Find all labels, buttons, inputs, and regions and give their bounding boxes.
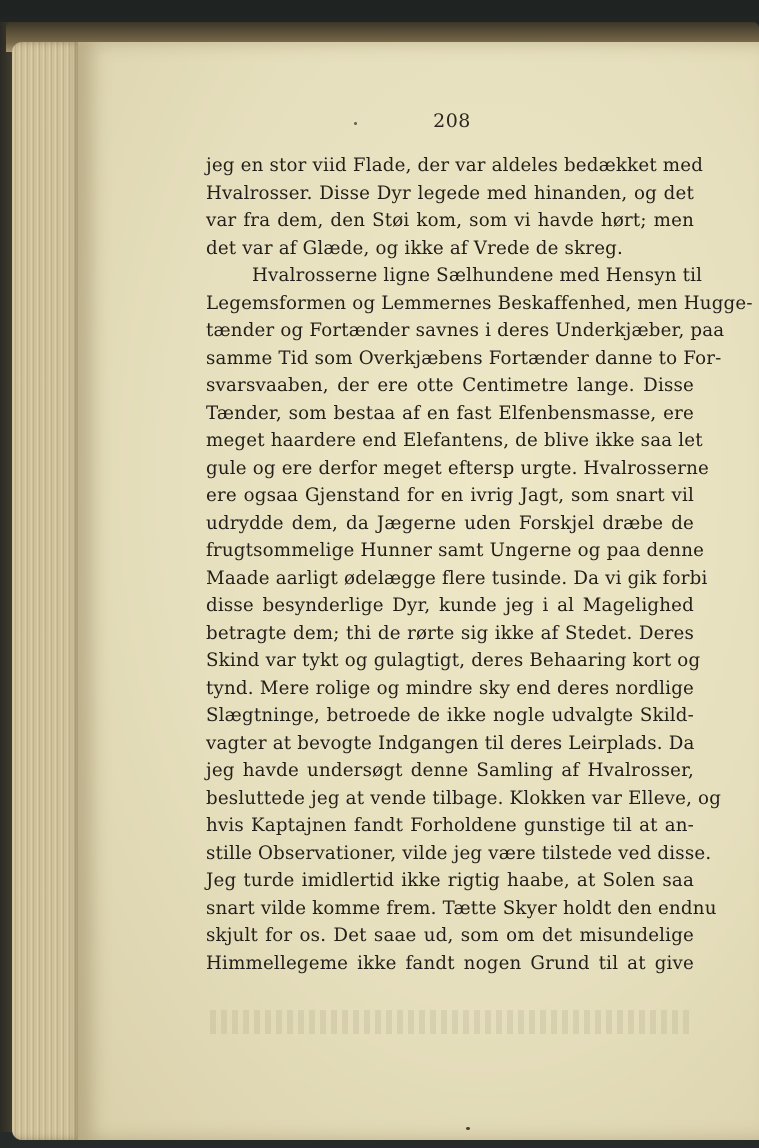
text-line: vagter at bevogte Indgangen til deres Leirplads. Da <box>206 732 695 754</box>
page-speck <box>466 1127 470 1130</box>
text-line: jeg en stor viid Flade, der var aldeles bedækket med <box>206 155 704 176</box>
text-line: gule og ere derfor meget eftersp urgte. Hvalrosserne <box>206 457 709 479</box>
text-line: meget haardere end Elefantens, de blive ikke saa let <box>206 430 703 451</box>
text-line: var fra dem, den Støi kom, som vi havde hørt; men <box>206 210 694 231</box>
text-line: Jeg turde imidlertid ikke rigtig haabe, at Solen saa <box>206 870 694 891</box>
text-line: Tænder, som bestaa af en fast Elfenbensmasse, ere <box>206 402 694 424</box>
show-through <box>210 1010 690 1034</box>
text-line: frugtsommelige Hunner samt Ungerne og paa denne <box>206 540 705 561</box>
page-number: 208 <box>433 110 471 132</box>
text-line: samme Tid som Overkjæbens Fortænder danne to For- <box>206 347 722 369</box>
text-line: Maade aarligt ødelægge flere tusinde. Da vi gik forbi <box>206 567 708 589</box>
text-line: Legemsformen og Lemmernes Beskaffenhed, men Hugge- <box>206 292 753 314</box>
text-line: besluttede jeg at vende tilbage. Klokken var Elleve, og <box>206 787 722 809</box>
page-stack-edge <box>12 42 82 1140</box>
text-line: Slægtninge, betroede de ikke nogle udvalgte Skild- <box>206 705 694 726</box>
text-line: stille Observationer, vilde jeg være tilstede ved disse. <box>206 842 712 864</box>
text-line: Hvalrosser. Disse Dyr legede med hinanden, og det <box>206 182 694 204</box>
text-line: snart vilde komme frem. Tætte Skyer holdt den endnu <box>206 897 717 919</box>
text-line: betragte dem; thi de rørte sig ikke af Stedet. Deres <box>206 622 694 644</box>
text-line: ere ogsaa Gjenstand for en ivrig Jagt, som snart vil <box>206 485 694 506</box>
text-line: Himmellegeme ikke fandt nogen Grund til at give <box>206 952 694 974</box>
text-line: Skind var tykt og gulagtigt, deres Behaaring kort og <box>206 650 701 671</box>
text-line: skjult for os. Det saae ud, som om det misundelige <box>206 925 694 946</box>
text-line: Hvalrosserne ligne Sælhundene med Hensyn til <box>252 265 703 286</box>
body-text <box>206 152 753 977</box>
text-line: jeg havde undersøgt denne Samling af Hvalrosser, <box>206 760 694 781</box>
text-line: disse besynderlige Dyr, kunde jeg i al Magelighed <box>206 595 694 616</box>
text-line: tynd. Mere rolige og mindre sky end deres nordlige <box>206 677 694 699</box>
text-line: hvis Kaptajnen fandt Forholdene gunstige til at an- <box>206 815 694 836</box>
text-line: svarsvaaben, der ere otte Centimetre lange. Disse <box>206 375 694 396</box>
text-line: tænder og Fortænder savnes i deres Underkjæber, paa <box>206 320 725 341</box>
text-line: udrydde dem, da Jægerne uden Forskjel dræbe de <box>206 512 694 534</box>
text-line: det var af Glæde, og ikke af Vrede de skreg. <box>206 237 623 259</box>
